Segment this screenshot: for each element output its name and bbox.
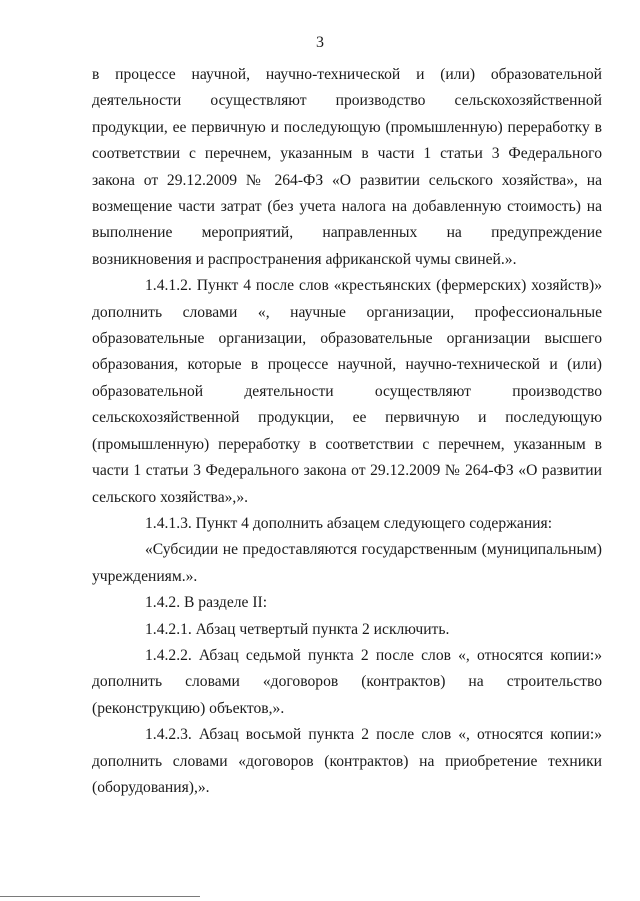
footer-divider <box>0 896 200 897</box>
paragraph-1-4-1-3: 1.4.1.3. Пункт 4 дополнить абзацем следующего содержания: <box>145 514 553 532</box>
paragraph-1-4-2-1: 1.4.2.1. Абзац четвертый пункта 2 исключить. <box>145 620 450 638</box>
paragraph-continuation: в процессе научной, научно-технической и (или) образовательной деятельности осуществляют производство сельскохозяйственной продукции, ее первичную и последующую (промышленную) переработку в соответствии с перечнем, указанным в части 1 статьи 3 Федерального закона от 29.12.2009 № 264-ФЗ «О развитии сельского хозяйства», на возмещение части затрат (без учета налога на добавленную стоимость) на выполнение мероприятий, направленных на предупреждение возникновения и распространения африканской чумы свиней.». <box>92 66 602 268</box>
paragraph-1-4-2-3: 1.4.2.3. Абзац восьмой пункта 2 после слов «, относятся копии:» дополнить словами «договоров (контрактов) на приобретение техники (оборудования),». <box>92 726 602 796</box>
paragraph-1-4-2-2: 1.4.2.2. Абзац седьмой пункта 2 после слов «, относятся копии:» дополнить словами «договоров (контрактов) на строительство (реконструкцию) объектов,». <box>92 646 602 717</box>
paragraph-1-4-1-2: 1.4.1.2. Пункт 4 после слов «крестьянских (фермерских) хозяйств)» дополнить словами «, научные организации, профессиональные образовательные организации, образовательные организации высшего образования, которые в процессе научной, научно-технической и (или) образовательной деятельности осуществляют производство сельскохозяйственной продукции, ее первичную и последующую (промышленную) переработку в соответствии с перечнем, указанным в части 1 статьи 3 Федерального закона от 29.12.2009 № 264-ФЗ «О развитии сельского хозяйства»,». <box>92 277 602 506</box>
paragraph-1-4-2: 1.4.2. В разделе II: <box>145 594 268 612</box>
paragraph-subsidy-quote: «Субсидии не предоставляются государственным (муниципальным) учреждениям.». <box>92 541 602 585</box>
page-number: 3 <box>316 34 324 51</box>
document-body <box>92 62 602 801</box>
